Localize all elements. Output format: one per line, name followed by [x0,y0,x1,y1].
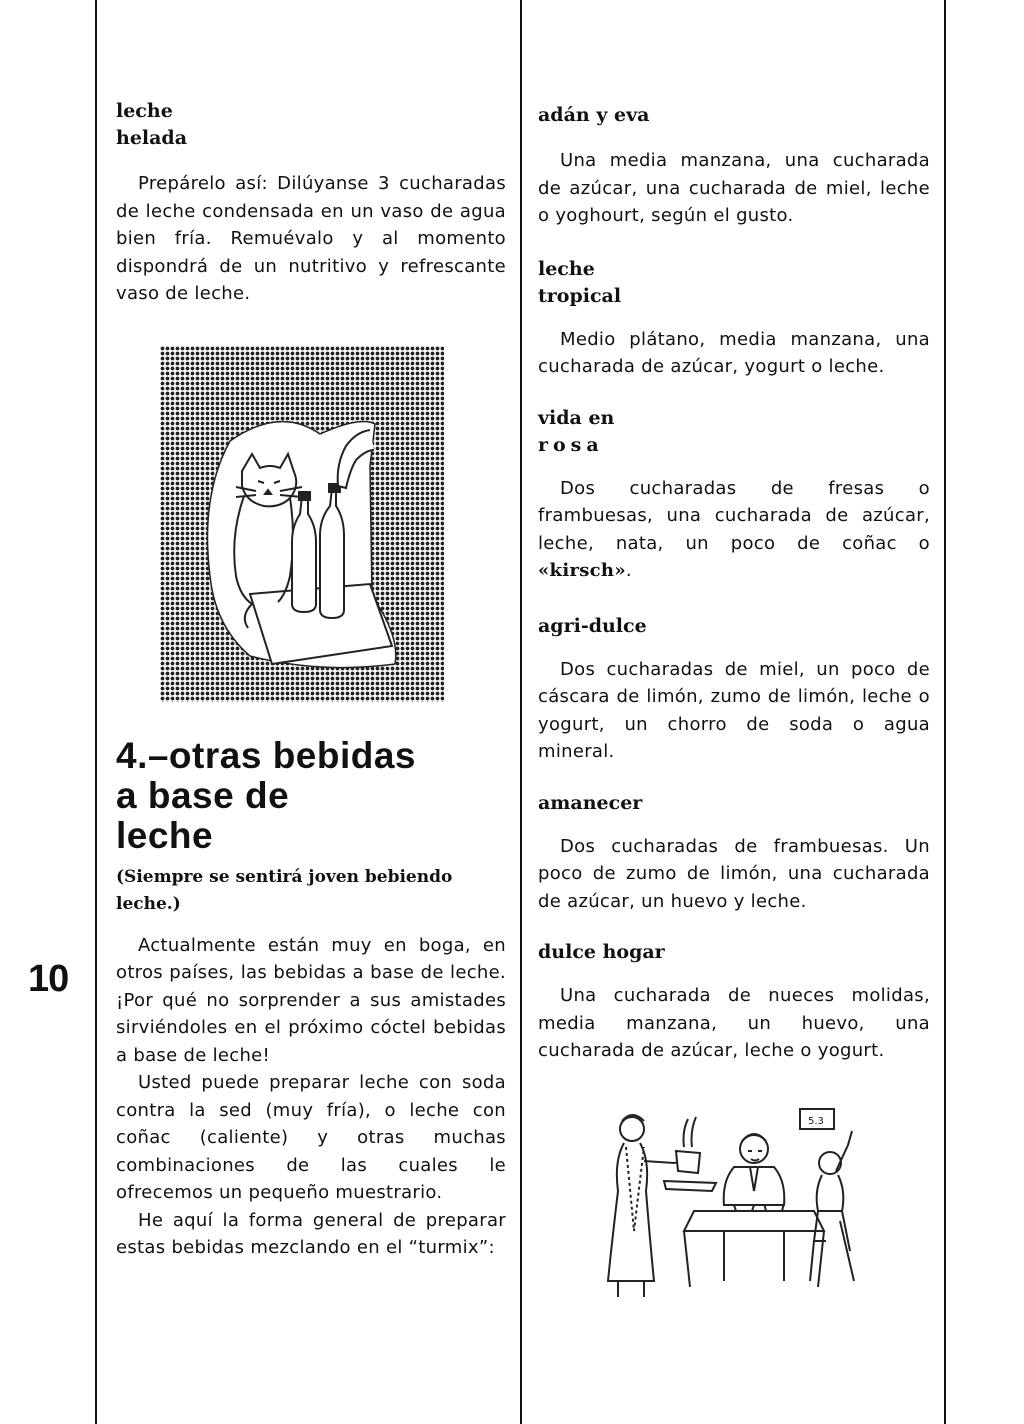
column-rule-left [95,0,97,1424]
wall-clock-label: 5.3 [808,1115,824,1127]
recipe-agri-dulce [538,613,930,766]
right-column [538,98,930,1305]
column-rule-right [944,0,946,1424]
recipe-vida-en-rosa [538,405,930,585]
recipe-text [538,475,930,585]
recipe-text: Prepárelo así: Dilúyanse 3 cucharadas de leche condensada en un vaso de agua bien fría. Remuévalo y al momento dispondrá de un nutritivo y refrescante vaso de leche. [116,173,506,304]
recipe-text: Dos cucharadas de frambuesas. Un poco de zumo de limón, una cucharada de azúcar, un huevo y leche. [538,835,930,912]
recipe-text: Una cucharada de nueces molidas, media manzana, un huevo, una cucharada de azúcar, leche o yogurt. [538,985,930,1061]
recipe-title-line2: helada [116,127,188,149]
recipe-title [538,256,930,310]
recipe-title: dulce hogar [538,941,665,963]
recipe-text-bold: «kirsch» [538,560,626,581]
recipe-title: adán y eva [538,104,650,126]
section-subtitle: (Siempre se sentirá joven bebiendo leche.) [116,866,453,914]
section-heading [116,736,506,856]
man-figure [724,1134,785,1205]
dining-table [684,1203,824,1287]
recipe-title: agri-dulce [538,614,647,637]
recipe-leche-helada [116,98,506,308]
section-other-milk-drinks [116,736,506,1262]
recipe-dulce-hogar [538,939,930,1065]
page-number: 10 [28,958,69,1000]
recipe-text: Dos cucharadas de miel, un poco de cáscara de limón, zumo de limón, leche o yogurt, un chorro de soda o agua mineral. [538,658,930,762]
family-table-illustration [604,1101,874,1301]
recipe-title [538,405,930,459]
section-paragraph-1: Actualmente están muy en boga, en otros países, las bebidas a base de leche. ¡Por qué no sorprender a sus amistades sirviéndoles en el próximo cóctel bebidas a base de leche! [116,934,506,1066]
recipe-text: Una media manzana, una cucharada de azúcar, una cucharada de miel, leche o yoghourt, según el gusto. [538,150,930,226]
cat-milk-bottles-illustration [160,346,444,702]
section-heading-line3: leche [116,814,214,856]
recipe-title: amanecer [538,791,643,814]
recipe-title-line1: leche [116,100,173,122]
recipe-title-line1: vida en [538,406,615,429]
recipe-text-end: . [625,560,632,581]
section-heading-line2: a base de [116,774,290,816]
left-column [116,98,506,1262]
section-paragraph-3: He aquí la forma general de preparar estas bebidas mezclando en el “turmix”: [116,1209,506,1258]
recipe-title-line1: leche [538,257,595,280]
section-paragraph-2: Usted puede preparar leche con soda contra la sed (muy fría), o leche con coñac (caliente) y otras muchas combinaciones de las cuales le ofrecemos un pequeño muestrario. [116,1072,506,1203]
section-heading-line1: 4.–otras bebidas [116,734,417,776]
woman-figure [608,1115,716,1297]
recipe-adan-y-eva [538,102,930,230]
recipe-title-line2: rosa [538,433,604,456]
recipe-text-main: Dos cucharadas de fresas o frambuesas, una cucharada de azúcar, leche, nata, un poco de coñac o [538,477,930,554]
recipe-amanecer [538,790,930,916]
column-rule-middle [520,0,522,1424]
recipe-title-line2: tropical [538,284,622,307]
child-figure [810,1131,854,1281]
recipe-leche-tropical [538,256,930,381]
recipe-title [116,98,506,152]
recipe-text: Medio plátano, media manzana, una cucharada de azúcar, yogurt o leche. [538,328,930,377]
